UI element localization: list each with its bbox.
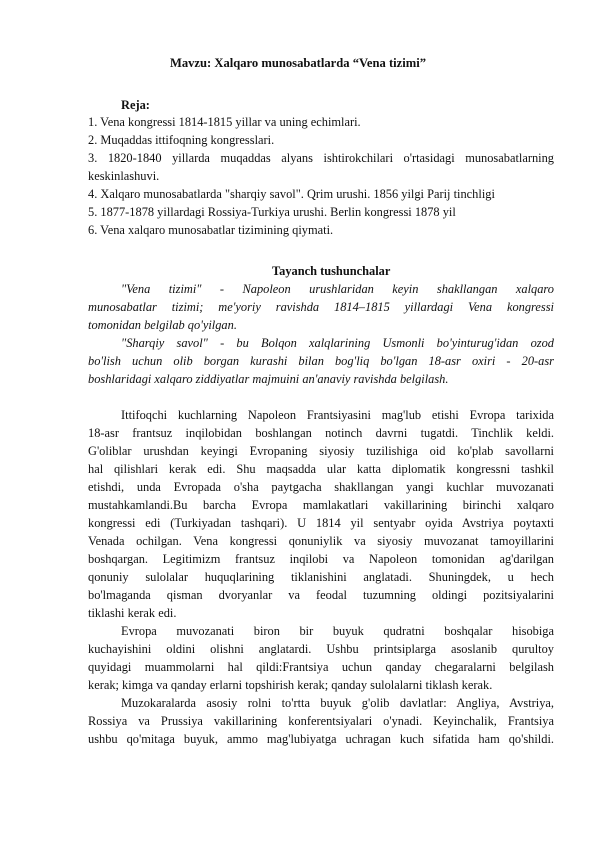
body-line: Rossiya va Prussiya vakillarining konferentsiyalari o'ynadi. Keyinchalik, Frantsiya: [88, 714, 554, 728]
concept-line: munosabatlar tizimi; me'yoriy ravishda 1814–1815 yillardagi Vena kongressi: [88, 300, 554, 314]
concept-line: tomonidan belgilab qo'yilgan.: [88, 318, 237, 332]
plan-item: 1. Vena kongressi 1814-1815 yillar va uning echimlari.: [88, 115, 361, 129]
concept-line: "Vena tizimi" - Napoleon urushlaridan keyin shakllangan xalqaro: [121, 282, 554, 296]
plan-item: 6. Vena xalqaro munosabatlar tizimining qiymati.: [88, 223, 334, 237]
body-line: kerak; kimga va qanday erlarni topshirish kerak; qanday sulolalarni tiklash kerak.: [88, 678, 493, 692]
body-line: kuchayishini oldini olishni anglatardi. Ushbu printsiplarga asoslanib qurultoy: [88, 642, 554, 656]
concept-line: boshlaridagi xalqaro ziddiyatlar majmuini an'anaviy ravishda belgilash.: [88, 372, 449, 386]
body-line: G'oliblar urushdan keyingi Evropaning siyosiy tuzilishiga oid ko'plab savollarni: [88, 444, 554, 458]
concept-line: "Sharqiy savol" - bu Bolqon xalqlarining Usmonli bo'yinturug'idan ozod: [121, 336, 554, 350]
plan-item-continuation: keskinlashuvi.: [88, 169, 160, 183]
body-line: ushbu qo'mitaga buyuk, ammo mag'lubiyatga uchragan kuch sifatida ham qo'shildi.: [88, 732, 554, 746]
body-line: mustahkamlandi.Bu barcha Evropa mamlakatlari vakillarining birinchi xalqaro: [88, 498, 554, 512]
body-line: Venada ochilgan. Vena kongressi qonuniylik va siyosiy muvozanat tamoyillarini: [88, 534, 554, 548]
body-line: quyidagi muammolarni hal qildi:Frantsiya uchun qanday chegaralarni belgilash: [88, 660, 554, 674]
body-line: hal qilishlari kerak edi. Shu maqsadda ular katta diplomatik kongressni tashkil: [88, 462, 554, 476]
body-line: bo'lmaganda qisman dvoryanlar va feodal tuzumning oldingi pozitsiyalarini: [88, 588, 554, 602]
concept-line: bo'lish uchun olib borgan kurashi bilan bog'liq bo'lgan 18-asr oxiri - 20-asr: [88, 354, 554, 368]
plan-item: 5. 1877-1878 yillardagi Rossiya-Turkiya urushi. Berlin kongressi 1878 yil: [88, 205, 456, 219]
body-line: Evropa muvozanati biron bir buyuk qudratni boshqalar hisobiga: [121, 624, 554, 638]
plan-label: Reja:: [121, 98, 150, 112]
plan-item: 4. Xalqaro munosabatlarda "sharqiy savol". Qrim urushi. 1856 yilgi Parij tinchligi: [88, 187, 495, 201]
body-line: Muzokaralarda asosiy rolni to'rtta buyuk g'olib davlatlar: Angliya, Avstriya,: [121, 696, 554, 710]
body-line: etishdi, unda Evropada o'sha paytgacha shakllangan yangi kuchlar muvozanati: [88, 480, 554, 494]
body-line: qonuniy sulolalar huquqlarining tiklanishini anglatadi. Shuningdek, u hech: [88, 570, 554, 584]
body-line: boshqargan. Legitimizm frantsuz inqilobi va Napoleon tomonidan ag'darilgan: [88, 552, 554, 566]
concepts-heading: Tayanch tushunchalar: [272, 264, 391, 278]
body-line: 18-asr frantsuz inqilobidan boshlangan notinch davrni tugatdi. Tinchlik keldi.: [88, 426, 554, 440]
plan-item: 2. Muqaddas ittifoqning kongresslari.: [88, 133, 275, 147]
page-title: Mavzu: Xalqaro munosabatlarda “Vena tizimi”: [169, 56, 427, 70]
body-line: Ittifoqchi kuchlarning Napoleon Frantsiyasini mag'lub etishi Evropa tarixida: [121, 408, 554, 422]
plan-item: 3. 1820-1840 yillarda muqaddas alyans ishtirokchilari o'rtasidagi munosabatlarning: [88, 151, 554, 165]
body-line: kongressi edi (Turkiyadan tashqari). U 1814 yil sentyabr oyida Avstriya poytaxti: [88, 516, 554, 530]
body-line: tiklashi kerak edi.: [88, 606, 177, 620]
